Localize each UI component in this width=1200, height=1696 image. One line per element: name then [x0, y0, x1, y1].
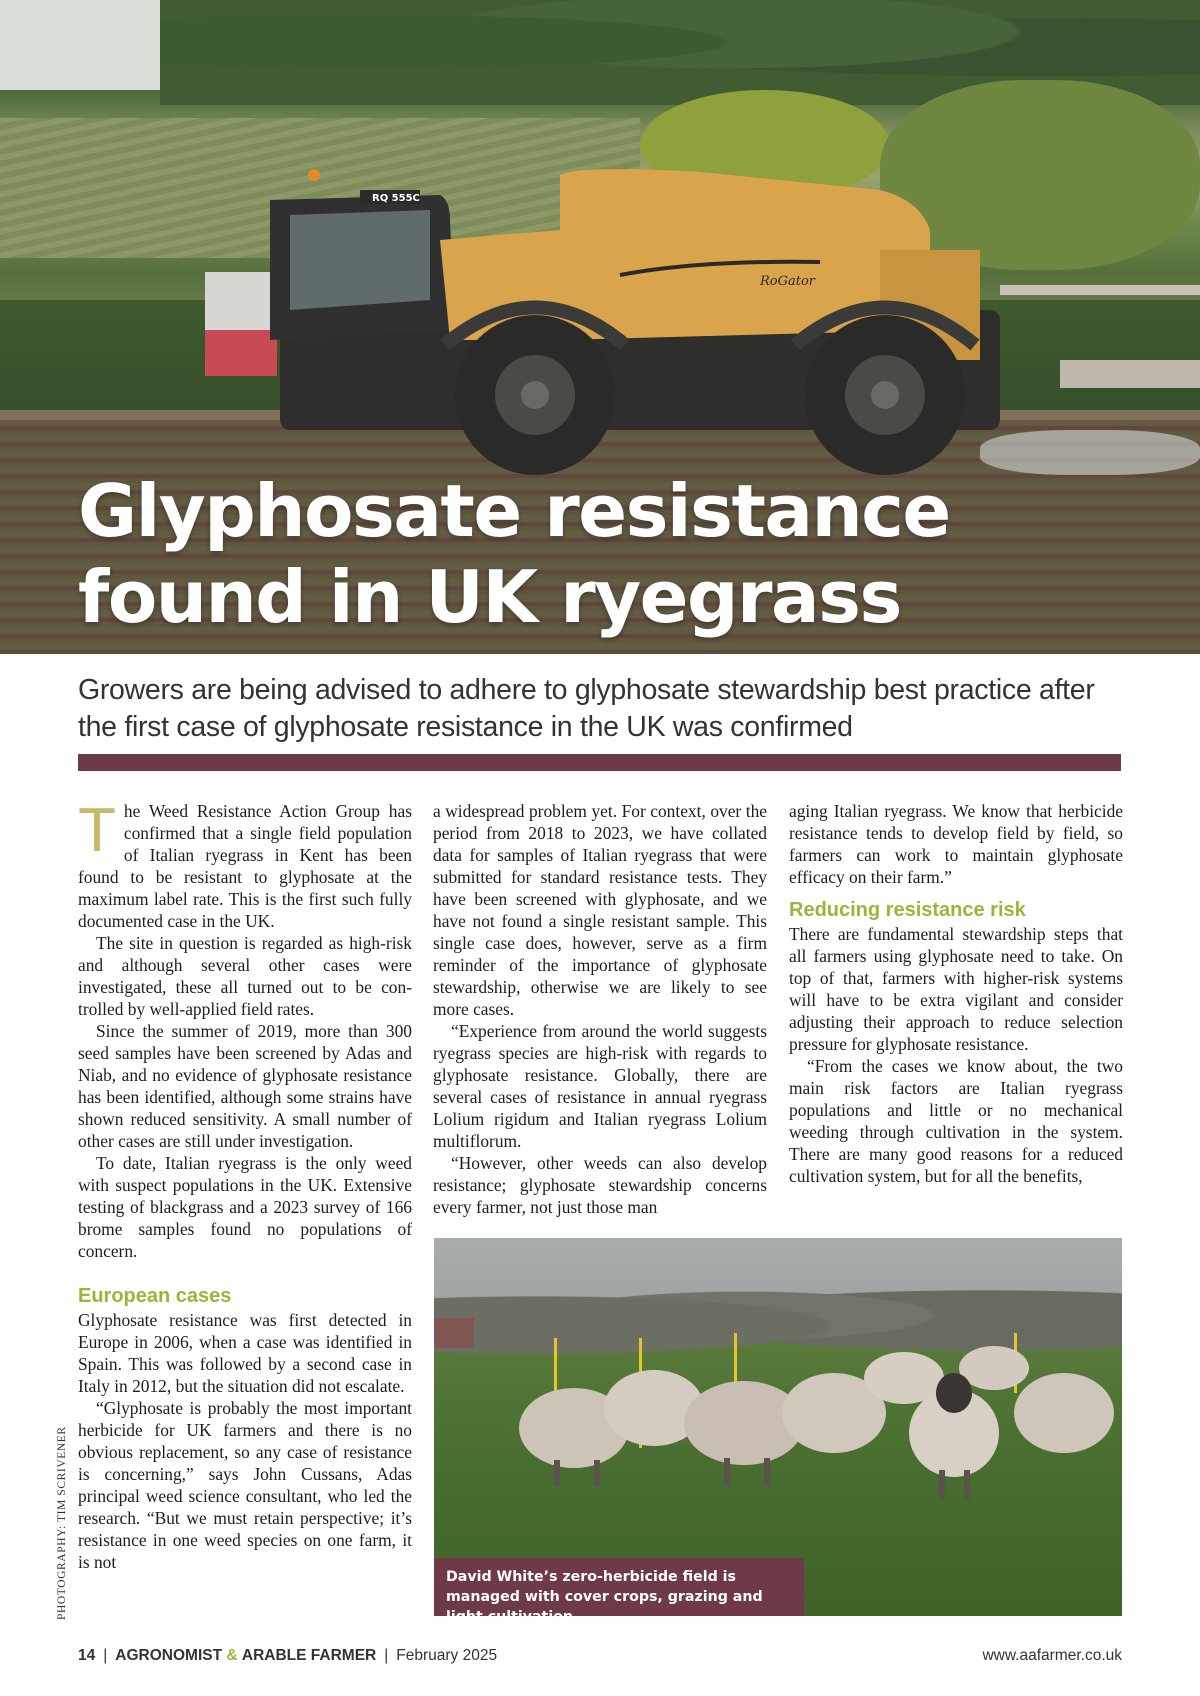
- drop-cap: T: [78, 796, 116, 865]
- paragraph-5: Glyphosate resistance was first detected in Europe in 2006, when a case was identified in Spain. This was followed by a second case in Italy in 2012, but the situation did not escalate.: [78, 1310, 412, 1396]
- paragraph-11: There are fundamental stewardship steps that all farmers using glyphosate need to take. On top of that, farmers with higher-risk systems will have to be extra vigilant and consider adjusting their approach to reduce selection pressure for glyphosate resistance.: [789, 924, 1123, 1054]
- paragraph-6: “Glyphosate is probably the most important herbicide for UK farmers and there is no obvious replacement, so any case of resistance is concerning,” says John Cussans, Adas principal weed science consultant, who led the research. “But we must retain perspective; it’s resistance in one weed species on one farm, it is not: [78, 1398, 412, 1572]
- paragraph-8: “Experience from around the world suggests ryegrass species are high-risk with regards to glyphosate resistance. Globally, there are several cases of resistance in annual ryegrass Lolium rigidum and Italian ryegrass Lolium multiflorum.: [433, 1021, 767, 1151]
- page-footer: [78, 1647, 497, 1665]
- boom-lower: [1060, 360, 1200, 388]
- front-hopper-red: [205, 330, 277, 376]
- hero-photo: [0, 0, 1200, 654]
- cab-window: [290, 210, 430, 310]
- footer-separator: |: [384, 1647, 389, 1664]
- beacon-light: [308, 169, 320, 181]
- paragraph-2: The site in question is regarded as high-risk and although several other cases were investigated, these all turned out to be controlled by well-applied field rates.: [78, 933, 412, 1019]
- sheep-face: [936, 1373, 972, 1413]
- front-wheel-centre: [521, 381, 549, 409]
- headline-line-2: found in UK ryegrass: [78, 555, 901, 639]
- website-link[interactable]: www.aafarmer.co.uk: [982, 1647, 1122, 1664]
- paragraph-4: To date, Italian ryegrass is the only weed with suspect populations in the UK. Extensive testing of blackgrass and a 2023 survey of 166 brome samples found no populations of concern.: [78, 1153, 412, 1261]
- photo-credit: PHOTOGRAPHY: TIM SCRIVENER: [56, 1426, 68, 1620]
- sheep-leg: [939, 1470, 945, 1500]
- front-hopper: [205, 272, 277, 332]
- issue-date: February 2025: [396, 1647, 498, 1664]
- magazine-name-part-1: AGRONOMIST: [115, 1647, 223, 1664]
- sheep-leg: [724, 1458, 730, 1486]
- standfirst: Growers are being advised to adhere to glyphosate stewardship best practice after the first case of glyphosate resistance in the UK was confirmed: [78, 674, 1095, 743]
- sheep: [864, 1352, 944, 1404]
- headline: [78, 468, 1178, 640]
- rear-wheel-centre: [871, 381, 899, 409]
- paragraph-1-text: he Weed Resistance Action Group has confirmed that a single field population of Italian ryegrass in Kent has been found to be resistant to glyphosate at the maximum label rate. This is the first such fully documented case in the UK.: [78, 801, 412, 931]
- paragraph-7: a widespread problem yet. For context, over the period from 2018 to 2023, we have collated data for samples of Italian ryegrass that were submitted for standard resistance tests. They have been screened with glyphosate, and we have not found a single resistant sample. This single case does, however, serve as a firm reminder of the importance of glyphosate stewardship, otherwise we are likely to see more cases.: [433, 801, 767, 1019]
- paragraph-9: “However, other weeds can also develop resistance; glyphosate stewardship concerns every farmer, not just those man: [433, 1153, 767, 1217]
- page-number: 14: [78, 1647, 96, 1664]
- headline-line-1: Glyphosate resistance: [78, 469, 950, 553]
- paragraph-1: [78, 796, 412, 932]
- photo-caption: David White’s zero-herbicide field is managed with cover crops, grazing and light cultivation: [434, 1558, 804, 1616]
- sheep-leg: [594, 1460, 600, 1486]
- sheep: [1014, 1373, 1114, 1453]
- machine-brand: RoGator: [760, 274, 816, 289]
- column-3: [789, 800, 1123, 1187]
- boom: [1000, 285, 1200, 295]
- magazine-ampersand: &: [226, 1647, 238, 1664]
- sheep-leg: [554, 1460, 560, 1486]
- subhead-reducing-resistance-risk: Reducing resistance risk: [789, 899, 1026, 921]
- paragraph-3: Since the summer of 2019, more than 300 seed samples have been screened by Adas and Niab, and no evidence of glyphosate resistance has been identified, although some strains have shown reduced sensitivity. A small number of other cases are still under investigation.: [78, 1021, 412, 1151]
- magazine-name-part-2: ARABLE FARMER: [241, 1647, 377, 1664]
- sheep-leg: [964, 1470, 970, 1500]
- column-1: [78, 796, 412, 1573]
- subhead-european-cases: European cases: [78, 1285, 232, 1307]
- footer-separator: |: [103, 1647, 108, 1664]
- machine-plate: RQ 555C: [372, 193, 420, 204]
- distant-building: [434, 1318, 474, 1348]
- column-2: [433, 800, 767, 1218]
- section-rule: [78, 754, 1121, 771]
- paragraph-12: “From the cases we know about, the two main risk factors are Italian ryegrass populations and little or no mechanical weeding through cultivation in the system. There are many good reasons for a reduced cultivation system, but for all the benefits,: [789, 1056, 1123, 1186]
- paragraph-10: aging Italian ryegrass. We know that herbicide resistance tends to develop field by field, so farmers can work to maintain glyphosate efficacy on their farm.”: [789, 801, 1123, 887]
- sheep-leg: [764, 1458, 770, 1486]
